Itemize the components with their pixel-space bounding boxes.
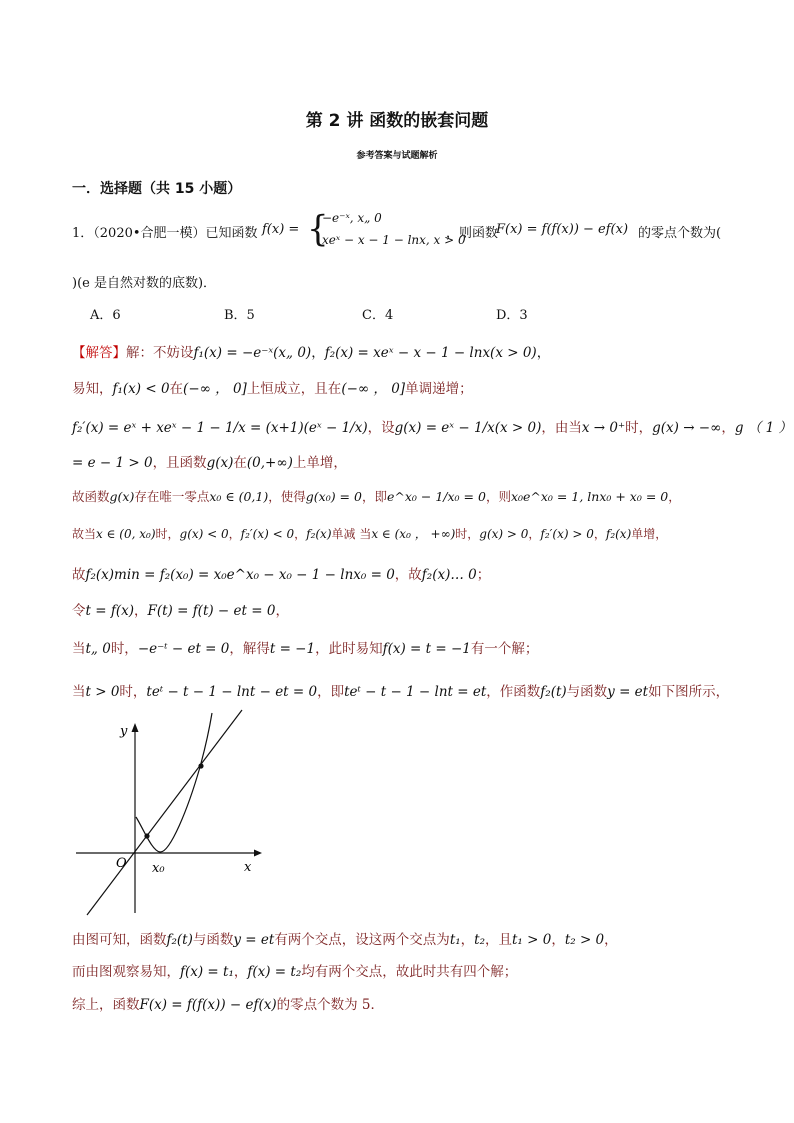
math: t = −1 bbox=[269, 641, 316, 657]
question-fx: f(x) = bbox=[262, 222, 300, 237]
math: t₂ > 0 bbox=[564, 932, 605, 948]
text: 易知， bbox=[72, 381, 113, 397]
text: 如下图所示， bbox=[648, 684, 730, 700]
math: f(x) = t₂ bbox=[247, 964, 302, 980]
text: ，且 bbox=[485, 932, 512, 948]
text: 时， bbox=[625, 420, 653, 436]
function-graph bbox=[60, 705, 280, 925]
solution-line-2 bbox=[72, 377, 473, 397]
text: 故 bbox=[72, 567, 86, 583]
text: 故当 bbox=[72, 527, 97, 541]
math: x₀ ∈ (0,1) bbox=[209, 489, 269, 504]
text: 时， bbox=[110, 641, 138, 657]
solution-line-8 bbox=[72, 599, 289, 619]
text: 上恒成立，且在 bbox=[246, 381, 342, 397]
text: 时， bbox=[455, 527, 480, 541]
text: ，故 bbox=[394, 567, 422, 583]
math: f₂′(x) = eˣ + xeˣ − 1 − 1/x = (x+1)(eˣ − 1/x) bbox=[72, 420, 368, 436]
y-axis-label: y bbox=[120, 724, 128, 739]
math: f₂′(x) < 0 bbox=[240, 527, 295, 541]
x0-label: x₀ bbox=[152, 861, 165, 876]
solution-line-5 bbox=[72, 487, 681, 505]
question-line-2: )(e 是自然对数的底数)． bbox=[72, 276, 217, 291]
text: ， bbox=[536, 345, 551, 361]
text: ，即 bbox=[317, 684, 345, 700]
text: ，作函数 bbox=[486, 684, 541, 700]
math: f₂(x) bbox=[605, 527, 632, 541]
page-subtitle: 参考答案与试题解析 bbox=[356, 151, 438, 161]
math: f₂(x)min = f₂(x₀) = x₀e^x₀ − x₀ − 1 − lnx₀ = 0 bbox=[85, 567, 395, 583]
solution-line-4 bbox=[72, 451, 347, 471]
math: t₁ bbox=[449, 932, 461, 948]
math: f₂(t) bbox=[166, 932, 193, 948]
text: 在 bbox=[169, 381, 184, 397]
solution-line-11 bbox=[72, 928, 618, 948]
solution-line-10 bbox=[72, 680, 729, 700]
text: ，此时易知 bbox=[315, 641, 383, 657]
text: 存在唯一零点 bbox=[134, 489, 210, 504]
math: teᵗ − t − 1 − lnt = et bbox=[344, 684, 487, 700]
math: t = f(x) bbox=[85, 603, 134, 619]
option-d: D．3 bbox=[496, 308, 528, 323]
math: g(x) > 0 bbox=[479, 527, 529, 541]
math: g(x₀) = 0 bbox=[305, 489, 362, 504]
math: g(x) < 0 bbox=[179, 527, 229, 541]
solution-line-12 bbox=[72, 960, 517, 980]
math: teᵗ − t − 1 − lnt − et = 0 bbox=[146, 684, 318, 700]
text: 均有两个交点，故此时共有四个解； bbox=[301, 964, 518, 980]
text: ； bbox=[476, 567, 491, 583]
question-source: 1．（2020•合肥一模）已知函数 bbox=[72, 226, 258, 241]
option-a: A．6 bbox=[90, 308, 121, 323]
math: t₂ bbox=[474, 932, 485, 948]
option-b: B．5 bbox=[224, 308, 255, 323]
math: f₁(x) < 0 bbox=[112, 381, 170, 397]
line-y-equals-et bbox=[87, 710, 242, 915]
math: f(x) = t = −1 bbox=[382, 641, 471, 657]
math: g(x) = eˣ − 1/x(x > 0) bbox=[394, 420, 542, 436]
piecewise-case-2: xeˣ − x − 1 − lnx, x > 0 bbox=[322, 233, 466, 247]
math: e^x₀ − 1/x₀ = 0 bbox=[386, 489, 486, 504]
math: f(x) = t₁ bbox=[180, 964, 234, 980]
text: ，使得 bbox=[268, 489, 306, 504]
text: ， bbox=[528, 527, 541, 541]
text: 时， bbox=[119, 684, 147, 700]
math: x → 0⁺ bbox=[581, 420, 626, 436]
section-heading: 一．选择题（共 15 小题） bbox=[72, 181, 242, 197]
math: f₂(t) bbox=[540, 684, 567, 700]
math: g(x) → −∞ bbox=[652, 420, 722, 436]
question-mid: ，则函数 bbox=[446, 226, 499, 241]
text: ， bbox=[460, 932, 475, 948]
text: 与函数 bbox=[192, 932, 234, 948]
solution-line-13 bbox=[72, 993, 384, 1013]
x-axis-arrow bbox=[254, 850, 262, 857]
solution-line-1 bbox=[72, 341, 550, 361]
text: 的零点个数为 5． bbox=[276, 997, 384, 1013]
text: ，设 bbox=[367, 420, 395, 436]
x-axis-label: x bbox=[244, 860, 252, 875]
solution-line-6 bbox=[72, 525, 667, 542]
text: 当 bbox=[72, 684, 86, 700]
option-c: C．4 bbox=[362, 308, 394, 323]
math: f₂(x) = xeˣ − x − 1 − lnx(x > 0) bbox=[324, 345, 537, 361]
text: ， bbox=[668, 489, 681, 504]
solution-line-3 bbox=[72, 416, 792, 436]
text: ，则 bbox=[485, 489, 511, 504]
text: 在 bbox=[233, 455, 247, 471]
curve-f2 bbox=[136, 713, 212, 852]
text: 而由图观察易知， bbox=[72, 964, 180, 980]
math: g(x) bbox=[109, 489, 135, 504]
math: y = et bbox=[233, 932, 275, 948]
text: 令 bbox=[72, 603, 86, 619]
math: g （ 1 ） bbox=[734, 420, 792, 436]
text: ，且函数 bbox=[152, 455, 207, 471]
math: (−∞ ， 0] bbox=[183, 381, 247, 397]
text: 单减 当 bbox=[331, 527, 372, 541]
text: 与函数 bbox=[566, 684, 608, 700]
text: 单调递增； bbox=[405, 381, 473, 397]
math: t„ 0 bbox=[85, 641, 111, 657]
math: t > 0 bbox=[85, 684, 120, 700]
math: (−∞ ， 0] bbox=[341, 381, 406, 397]
text: ， bbox=[294, 527, 307, 541]
solution-line-7 bbox=[72, 563, 490, 583]
text: ，由当 bbox=[541, 420, 582, 436]
text: 当 bbox=[72, 641, 86, 657]
text: ， bbox=[228, 527, 241, 541]
text: 有一个解； bbox=[470, 641, 539, 657]
math: g(x) bbox=[206, 455, 234, 471]
text: ， bbox=[275, 603, 289, 619]
y-axis-arrow bbox=[132, 723, 139, 732]
text: ， bbox=[551, 932, 565, 948]
piecewise-case-1: −e⁻ˣ, x„ 0 bbox=[322, 211, 382, 225]
math: f₂(x) bbox=[306, 527, 332, 541]
math: t₁ > 0 bbox=[512, 932, 552, 948]
solution-tag: 【解答】 bbox=[72, 345, 126, 361]
text: ， bbox=[721, 420, 735, 436]
text: ，解得 bbox=[229, 641, 270, 657]
text: 解：不妨设 bbox=[126, 345, 194, 361]
math: x ∈ (x₀ ， +∞) bbox=[371, 527, 456, 541]
math: x₀e^x₀ = 1, lnx₀ + x₀ = 0 bbox=[510, 489, 669, 504]
page-title: 第 2 讲 函数的嵌套问题 bbox=[305, 111, 489, 131]
solution-line-9 bbox=[72, 637, 538, 657]
question-Fx: F(x) = f(f(x)) − ef(x) bbox=[496, 222, 629, 237]
math: y = et bbox=[607, 684, 649, 700]
text: ， bbox=[233, 964, 248, 980]
text: ，即 bbox=[361, 489, 387, 504]
intersection-point-t1 bbox=[144, 833, 149, 838]
text: 单增， bbox=[631, 527, 668, 541]
text: 故函数 bbox=[72, 489, 110, 504]
text: ， bbox=[311, 345, 325, 361]
text: 有两个交点，设这两个交点为 bbox=[274, 932, 450, 948]
text: 由图可知，函数 bbox=[72, 932, 167, 948]
math: f₂(x)… 0 bbox=[421, 567, 477, 583]
text: 时， bbox=[155, 527, 180, 541]
text: ， bbox=[133, 603, 148, 619]
text: ， bbox=[593, 527, 606, 541]
math: f₂′(x) > 0 bbox=[540, 527, 594, 541]
text: 综上，函数 bbox=[72, 997, 140, 1013]
text: ， bbox=[604, 932, 618, 948]
math: = e − 1 > 0 bbox=[72, 455, 153, 471]
math: −e⁻ᵗ − et = 0 bbox=[137, 641, 230, 657]
text: 上单增， bbox=[292, 455, 347, 471]
math: x ∈ (0, x₀) bbox=[96, 527, 156, 541]
piecewise-brace: { bbox=[307, 208, 329, 250]
math: (0,+∞) bbox=[246, 455, 293, 471]
question-tail: 的零点个数为( bbox=[638, 226, 722, 241]
math: F(t) = f(t) − et = 0 bbox=[147, 603, 276, 619]
math: f₁(x) = −e⁻ˣ(x„ 0) bbox=[193, 345, 312, 361]
intersection-point-t2 bbox=[198, 763, 203, 768]
math: F(x) = f(f(x)) − ef(x) bbox=[139, 997, 277, 1013]
origin-label: O bbox=[116, 856, 127, 871]
